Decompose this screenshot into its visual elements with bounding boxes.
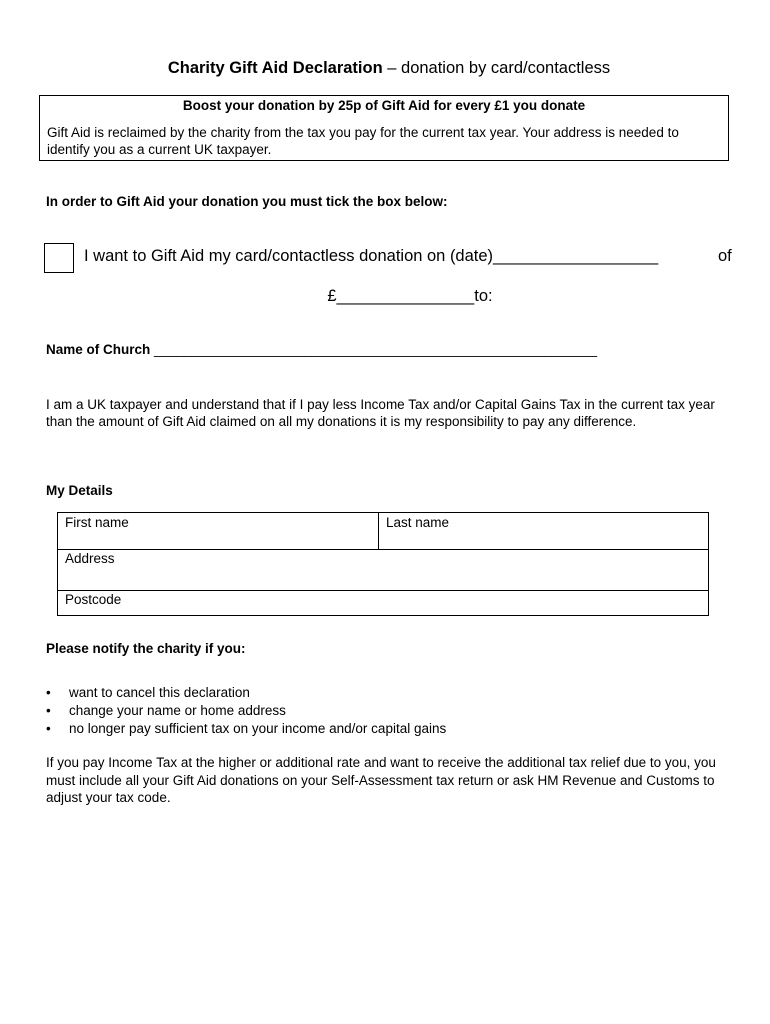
list-item bbox=[46, 720, 446, 738]
boost-body: Gift Aid is reclaimed by the charity from the tax you pay for the current tax year. Your address is needed to identify you as a current UK taxpayer. bbox=[47, 125, 679, 157]
table-divider-vertical bbox=[378, 513, 379, 549]
table-divider-row1 bbox=[58, 549, 708, 550]
gift-aid-date-line[interactable]: I want to Gift Aid my card/contactless donation on (date)__________________ bbox=[84, 247, 659, 265]
table-divider-row2 bbox=[58, 590, 708, 591]
list-item-text: no longer pay sufficient tax on your income and/or capital gains bbox=[69, 721, 447, 736]
title-bold: Charity Gift Aid Declaration bbox=[167, 59, 383, 77]
boost-heading: Boost your donation by 25p of Gift Aid for every £1 you donate bbox=[182, 98, 586, 113]
boost-info-box bbox=[39, 95, 729, 161]
list-item bbox=[46, 702, 446, 720]
page-title bbox=[0, 59, 770, 78]
taxpayer-declaration: I am a UK taxpayer and understand that if I pay less Income Tax and/or Capital Gains Tax in the current tax year than the amount of Gift Aid claimed on all my donations it is my responsibility to pay any difference. bbox=[46, 397, 715, 429]
title-rest: – donation by card/contactless bbox=[382, 59, 611, 77]
postcode-field[interactable]: Postcode bbox=[65, 592, 122, 607]
tick-instruction: In order to Gift Aid your donation you must tick the box below: bbox=[46, 194, 448, 209]
my-details-heading: My Details bbox=[46, 483, 113, 498]
notify-list bbox=[46, 684, 446, 738]
list-item-text: want to cancel this declaration bbox=[69, 685, 250, 700]
last-name-field[interactable]: Last name bbox=[386, 515, 450, 530]
gift-aid-amount-line[interactable]: £_______________to: bbox=[327, 287, 493, 305]
details-table bbox=[57, 512, 709, 616]
gift-aid-checkbox[interactable] bbox=[44, 243, 74, 273]
higher-rate-note: If you pay Income Tax at the higher or additional rate and want to receive the additional tax relief due to you, you must include all your Gift Aid donations on your Self-Assessment tax return or ask HM Revenue and Customs to adjust your tax code. bbox=[46, 755, 716, 805]
church-line[interactable]: ___________________________________________________________ bbox=[150, 342, 597, 357]
notify-heading: Please notify the charity if you: bbox=[46, 641, 246, 656]
list-item bbox=[46, 684, 446, 702]
church-name-field[interactable] bbox=[46, 342, 597, 357]
list-item-text: change your name or home address bbox=[69, 703, 286, 718]
first-name-field[interactable]: First name bbox=[65, 515, 129, 530]
church-label: Name of Church bbox=[46, 342, 151, 357]
bullet-icon: • bbox=[46, 703, 51, 718]
address-field[interactable]: Address bbox=[65, 551, 115, 566]
bullet-icon: • bbox=[46, 685, 51, 700]
bullet-icon: • bbox=[46, 721, 51, 736]
gift-aid-of: of bbox=[718, 247, 732, 265]
